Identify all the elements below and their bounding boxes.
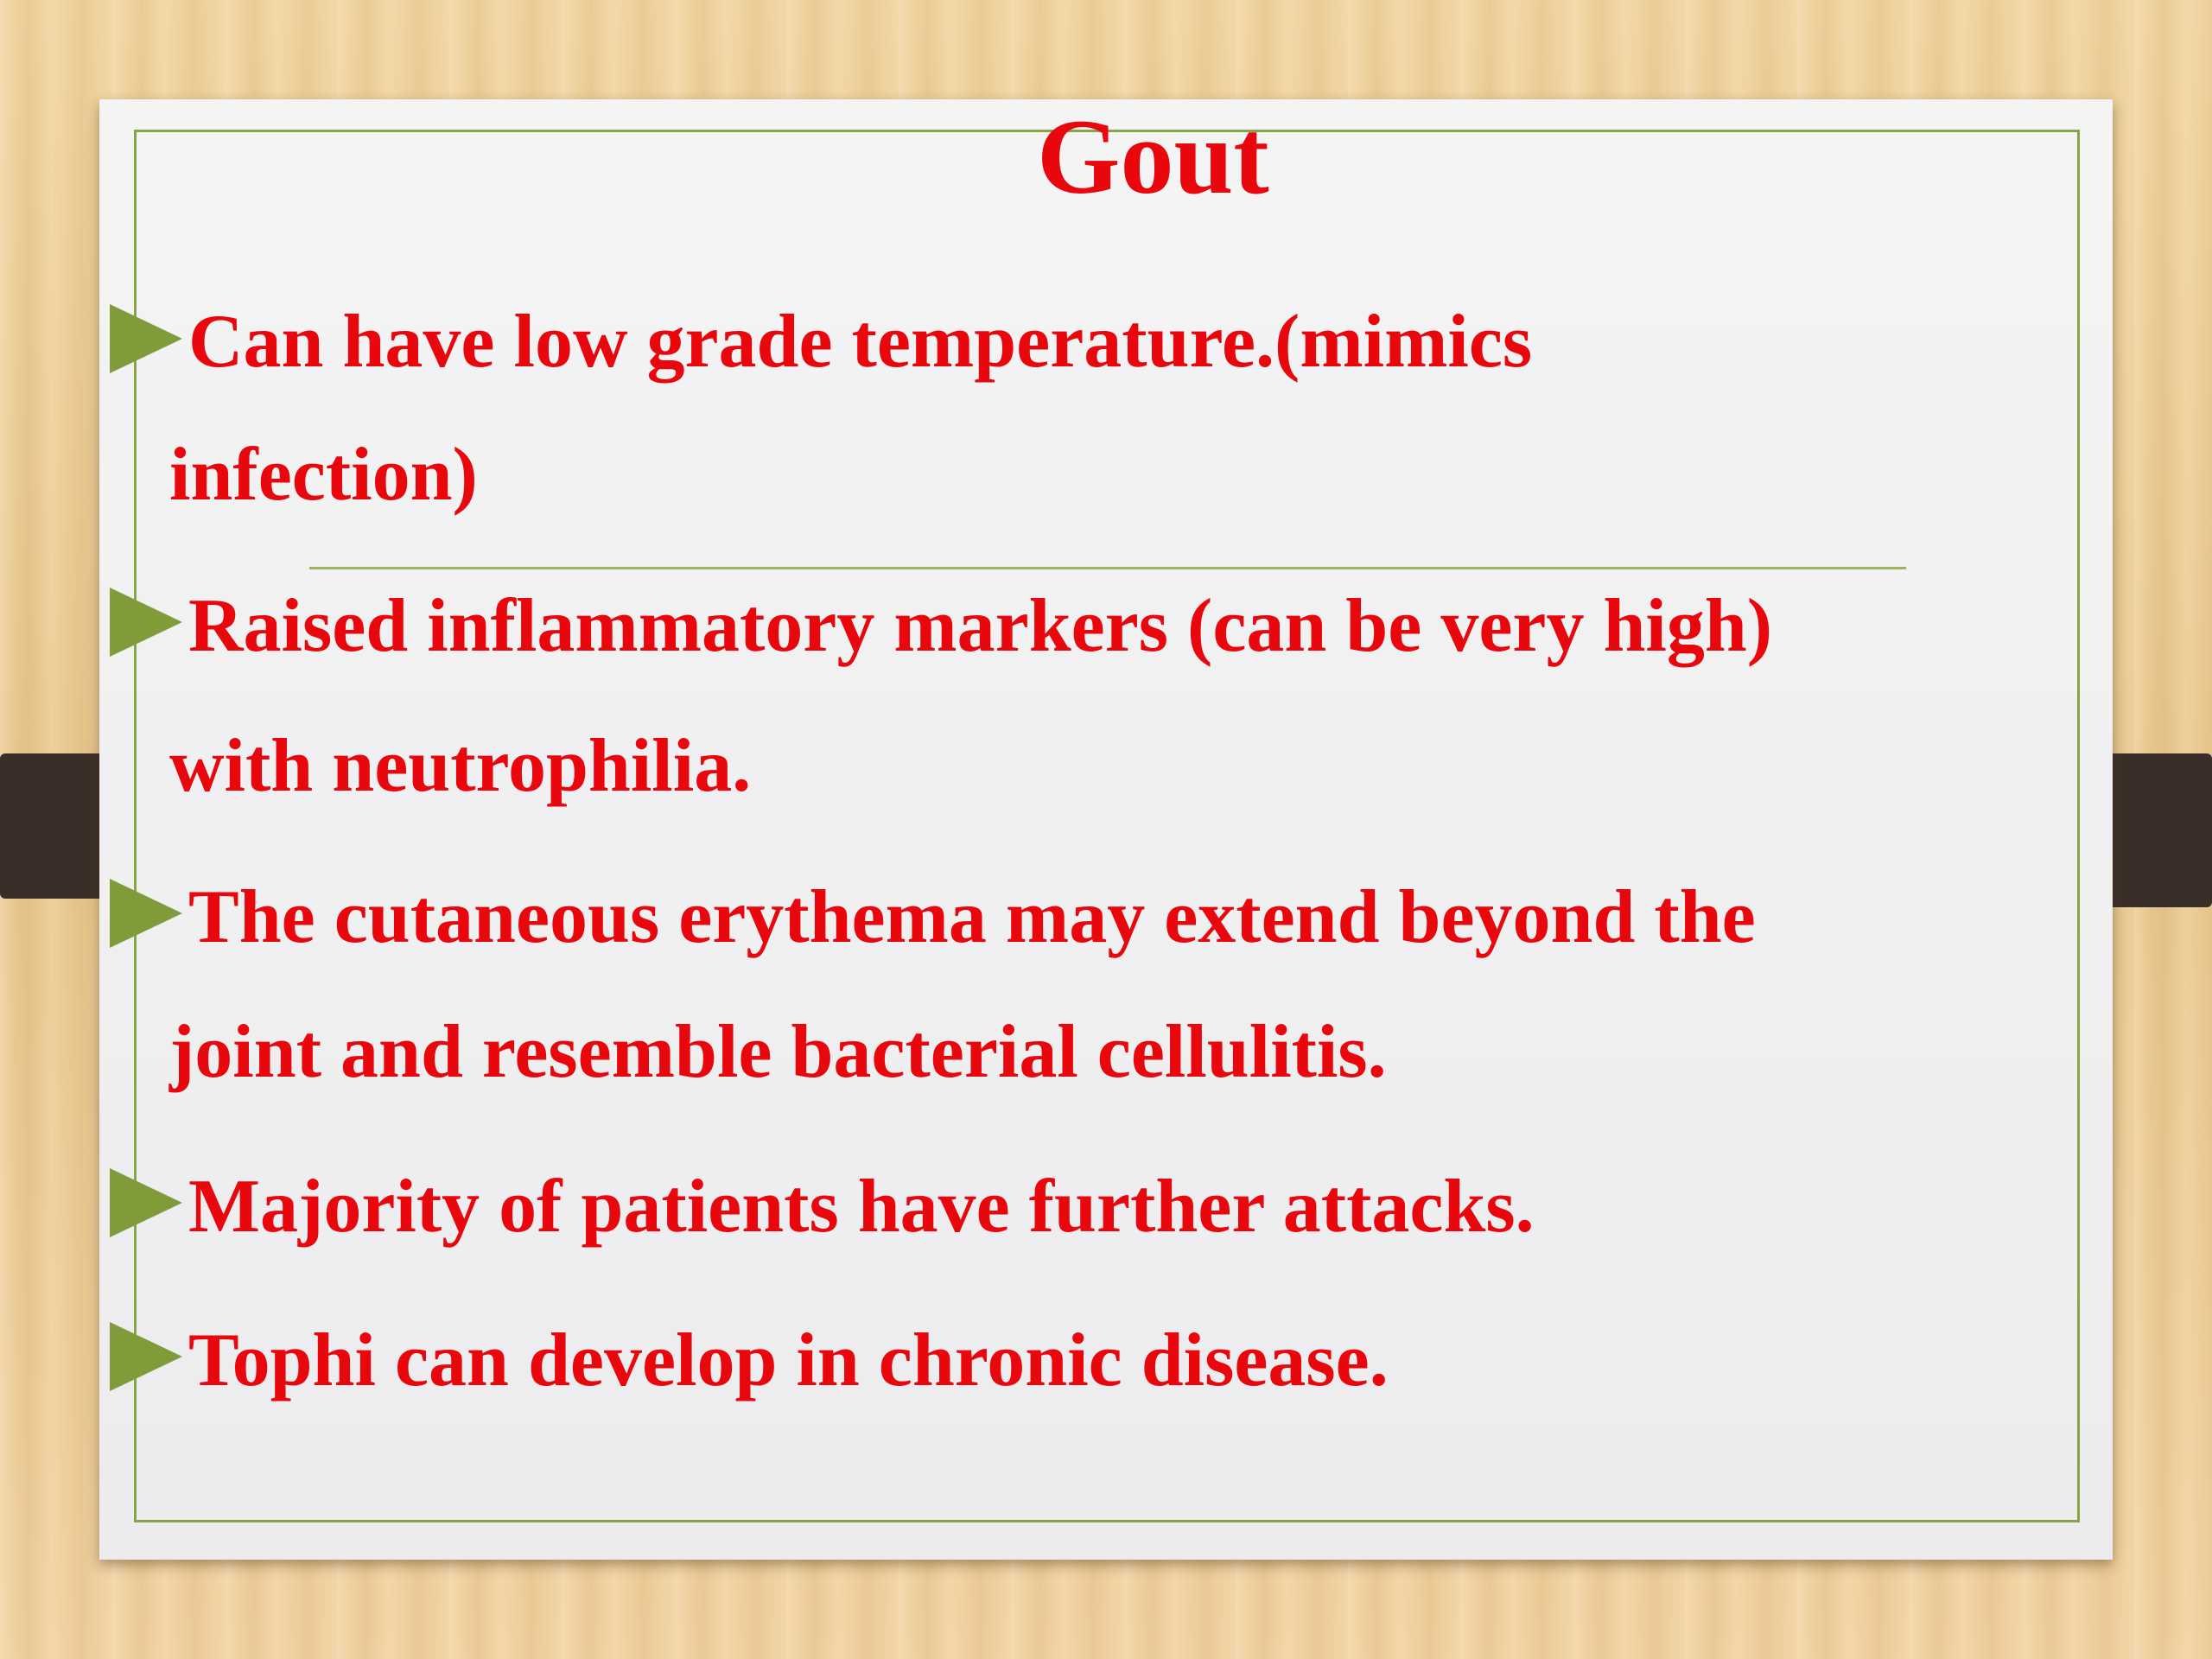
bullet-2-line-1: Raised inflammatory markers (can be very high) <box>188 584 1773 668</box>
bullet-2-line-2: with neutrophilia. <box>169 724 752 808</box>
bullet-3-triangle-right-icon <box>110 879 182 948</box>
bullet-1-line-1: Can have low grade temperature.(mimics <box>188 300 1533 384</box>
slide-title: Gout <box>1037 98 1269 216</box>
slide-divider <box>309 567 1906 569</box>
bullet-4-line-1: Majority of patients have further attacks. <box>188 1165 1535 1249</box>
bullet-3-line-2: joint and resemble bacterial cellulitis. <box>169 1010 1387 1094</box>
bullet-1-triangle-right-icon <box>110 304 182 373</box>
bullet-3-line-1: The cutaneous erythema may extend beyond the <box>188 875 1756 959</box>
bullet-5-line-1: Tophi can develop in chronic disease. <box>188 1319 1389 1402</box>
bullet-2-triangle-right-icon <box>110 588 182 657</box>
bullet-4-triangle-right-icon <box>110 1168 182 1237</box>
bullet-1-line-2: infection) <box>169 433 478 517</box>
bullet-5-triangle-right-icon <box>110 1322 182 1391</box>
